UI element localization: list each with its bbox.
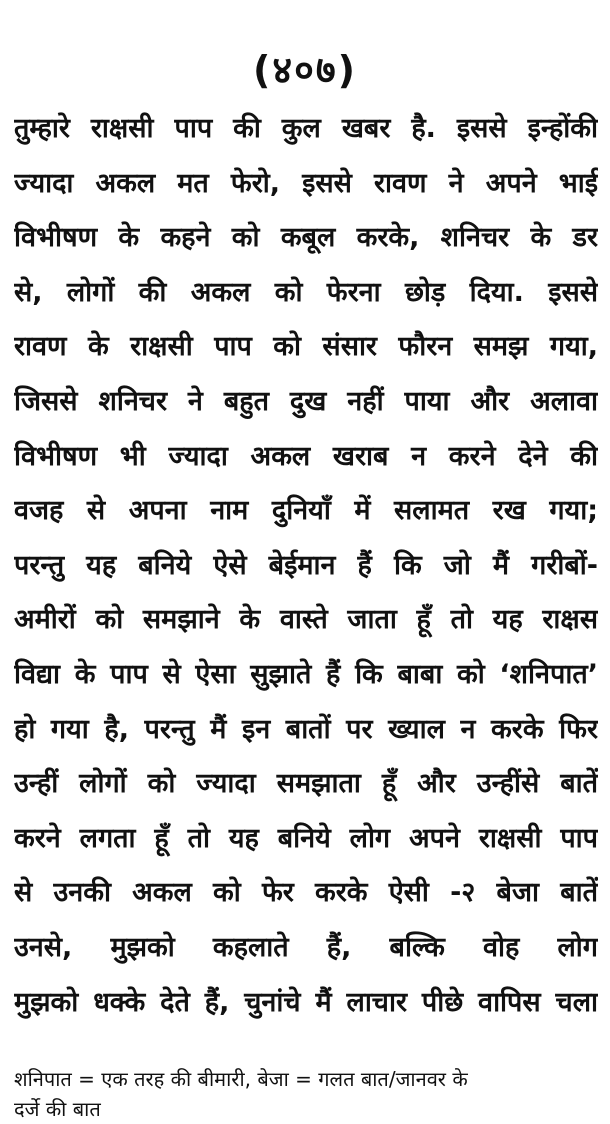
text-line: तुम्हारे राक्षसी पाप की कुल खबर है. इससे इन्होंकी bbox=[14, 113, 598, 144]
text-line: ज्यादा अकल मत फेरो, इससे रावण ने अपने भाई bbox=[14, 167, 598, 199]
text-line: उन्हीं लोगों को ज्यादा समझाता हूँ और उन्हींसे बातें bbox=[14, 768, 598, 800]
text-line: विभीषण के कहने को कबूल करके, शनिचर के डर bbox=[14, 222, 598, 254]
text-line: अमीरों को समझाने के वास्ते जाता हूँ तो यह राक्षस bbox=[14, 604, 598, 636]
text-line: विभीषण भी ज्यादा अकल खराब न करने देने की bbox=[14, 440, 598, 472]
text-line: परन्तु यह बनिये ऐसे बेईमान हैं कि जो मैं गरीबों- bbox=[14, 549, 598, 581]
text-line: विद्या के पाप से ऐसा सुझाते हैं कि बाबा को ‘शनिपात’ bbox=[14, 658, 598, 690]
footnote-line: दर्जे की बात bbox=[14, 1097, 101, 1121]
text-line: रावण के राक्षसी पाप को संसार फौरन समझ गया, bbox=[14, 331, 598, 363]
text-line: करने लगता हूँ तो यह बनिये लोग अपने राक्षसी पाप bbox=[14, 822, 598, 854]
text-line: हो गया है, परन्तु मैं इन बातों पर ख्याल न करके फिर bbox=[14, 713, 598, 745]
page-number: (४०७) bbox=[252, 48, 357, 92]
footnote-line: शनिपात = एक तरह की बीमारी, बेजा = गलत बात/जानवर के bbox=[14, 1067, 468, 1091]
text-line: वजह से अपना नाम दुनियाँ में सलामत रख गया; bbox=[14, 495, 598, 527]
text-line: से उनकी अकल को फेर करके ऐसी -२ बेजा बातें bbox=[14, 877, 598, 909]
text-line: मुझको धक्के देते हैं, चुनांचे मैं लाचार पीछे वापिस चला bbox=[14, 986, 598, 1018]
footnote bbox=[14, 1064, 604, 1124]
text-line: उनसे, मुझको कहलाते हैं, बल्कि वोह लोग bbox=[14, 931, 598, 963]
text-line: जिससे शनिचर ने बहुत दुख नहीं पाया और अलावा bbox=[14, 385, 598, 417]
body-text bbox=[14, 102, 598, 1030]
text-line: से, लोगों की अकल को फेरना छोड़ दिया. इससे bbox=[14, 276, 598, 308]
